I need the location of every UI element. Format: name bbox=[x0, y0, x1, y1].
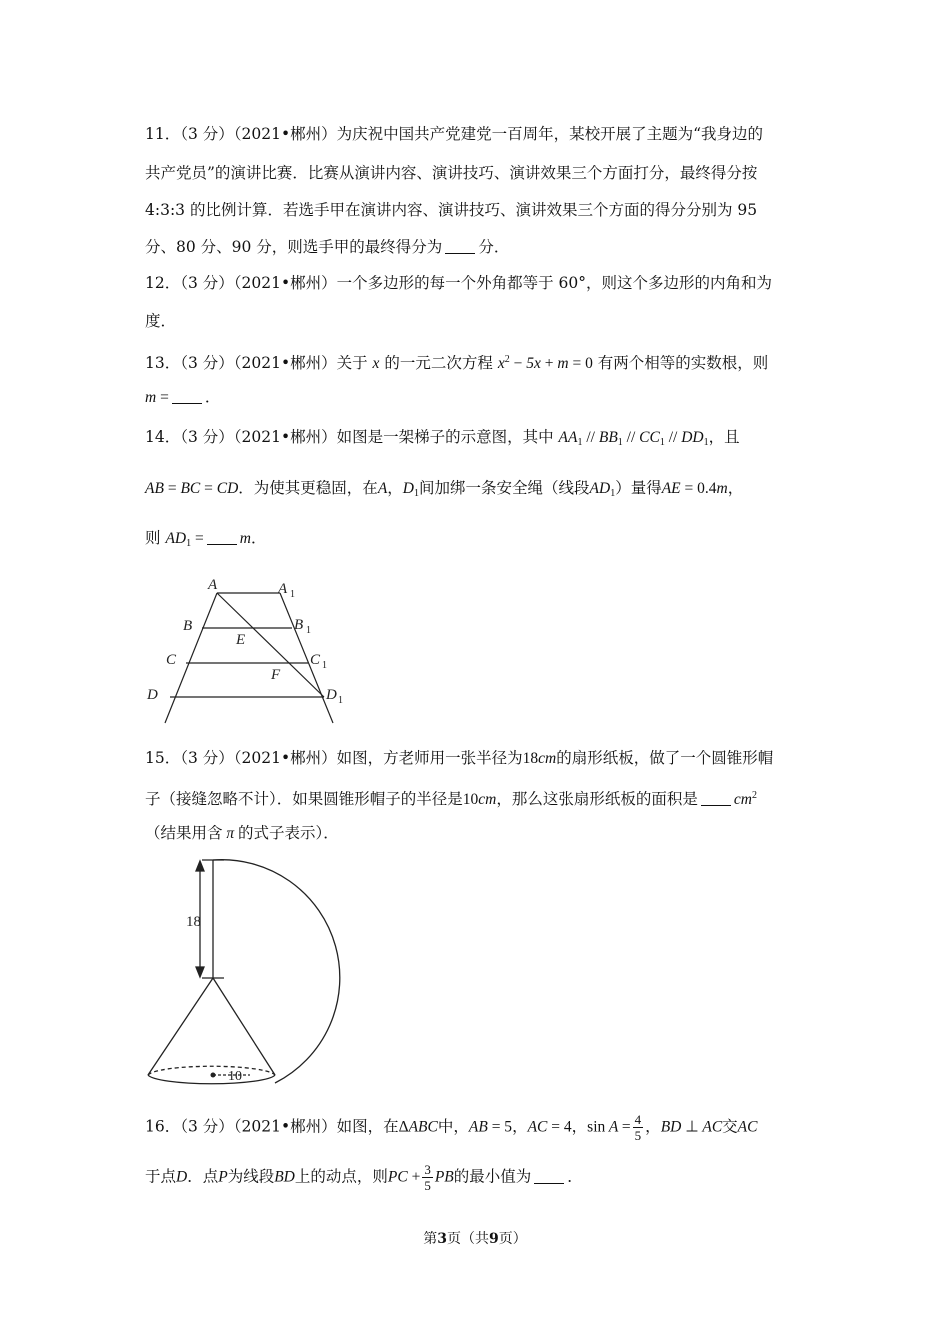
right-rail bbox=[280, 593, 333, 723]
label-18: 18 bbox=[186, 914, 201, 930]
footer-page-number: 3 bbox=[437, 1231, 447, 1247]
cone-left-edge bbox=[148, 978, 213, 1075]
label-a1: A bbox=[278, 581, 288, 597]
label-e: E bbox=[236, 632, 246, 648]
ab-value: AB = 5 bbox=[468, 1118, 513, 1136]
q15-text-c: 子（接缝忽略不计）．如果圆锥形帽子的半径是 bbox=[145, 790, 463, 808]
q14-text-b: ，且 bbox=[708, 428, 740, 446]
q11-line1: 11．（3 分）（2021•郴州）为庆祝中国共产党建党一百周年，某校开展了主题为“我身边的 bbox=[145, 125, 764, 143]
label-a1-sub: 1 bbox=[290, 589, 295, 600]
q16-line1 bbox=[145, 1112, 825, 1143]
q13-text-a: 13．（3 分）（2021•郴州）关于 bbox=[145, 354, 368, 372]
q14-text-a: 14．（3 分）（2021•郴州）如图是一架梯子的示意图，其中 bbox=[145, 428, 554, 446]
label-b1: B bbox=[294, 617, 304, 633]
expr-pc-pb: PC + bbox=[387, 1168, 421, 1186]
label-f: F bbox=[271, 667, 281, 683]
q12-line2: 度． bbox=[145, 312, 177, 330]
q16-text-f: 交 bbox=[722, 1117, 738, 1136]
label-10: 10 bbox=[228, 1069, 242, 1084]
q13-text-c: 有两个相等的实数根，则 bbox=[597, 354, 769, 372]
q15-line3 bbox=[145, 823, 825, 844]
q14-line3 bbox=[145, 528, 825, 554]
q16-text-k: 的最小值为 bbox=[453, 1167, 532, 1186]
point-d: D bbox=[176, 1168, 188, 1186]
pi-symbol: π bbox=[222, 825, 239, 842]
q16-text-i: 为线段 bbox=[227, 1167, 275, 1186]
q16-text-d: ， bbox=[571, 1117, 588, 1136]
ac-value: AC = 4 bbox=[527, 1118, 572, 1136]
bd-perp-ac: BD ⊥ AC bbox=[660, 1118, 723, 1136]
seg-ac: AC bbox=[737, 1118, 758, 1136]
q14-text-c: ．为使其更稳固，在 bbox=[238, 479, 378, 497]
equation: $x^2 - 5x + m = 0$ bbox=[497, 354, 593, 372]
q13-text-b: 的一元二次方程 bbox=[384, 354, 493, 372]
q15-line1 bbox=[145, 748, 825, 769]
q16-text-b: 中， bbox=[437, 1117, 469, 1136]
q15-text-f: 的式子表示）． bbox=[238, 824, 339, 842]
footer-prefix: 第 bbox=[423, 1231, 438, 1247]
q14-text-i: ． bbox=[250, 529, 267, 547]
q11-line2: 共产党员”的演讲比赛．比赛从演讲内容、演讲技巧、演讲效果三个方面打分，最终得分按 bbox=[145, 164, 758, 182]
q13-line2 bbox=[145, 387, 825, 408]
label-d1: D bbox=[326, 687, 337, 703]
q15-text-e: （结果用含 bbox=[145, 824, 223, 842]
answer-blank bbox=[172, 389, 202, 404]
q14-line2 bbox=[145, 478, 825, 504]
point-a: A bbox=[377, 480, 388, 497]
triangle-abc: ΔABC bbox=[398, 1118, 438, 1136]
footer-total-pages: 9 bbox=[489, 1231, 499, 1247]
q14-text-g: ， bbox=[727, 479, 744, 497]
q12-line1 bbox=[145, 273, 825, 293]
dim-arrow-up bbox=[196, 861, 204, 871]
q15-line2 bbox=[145, 786, 825, 810]
seg-bd: BD bbox=[274, 1168, 295, 1186]
radius-18: 18cm bbox=[522, 750, 557, 767]
q11-line3: 4:3:3 的比例计算．若选手甲在演讲内容、演讲技巧、演讲效果三个方面的得分分别为 95 bbox=[145, 201, 758, 219]
q14-text-d: ， bbox=[387, 479, 403, 497]
q16-text-l: ． bbox=[567, 1167, 583, 1186]
unit-cm2: $cm^2$ bbox=[733, 790, 757, 808]
q11-line4-text: 分、80 分、90 分，则选手甲的最终得分为 bbox=[145, 238, 443, 256]
q16-text-a: 16．（3 分）（2021•郴州）如图，在 bbox=[145, 1117, 399, 1136]
footer-suffix: 页） bbox=[498, 1231, 527, 1247]
q15-text-b: 的扇形纸板，做了一个圆锥形帽 bbox=[556, 749, 774, 767]
fraction-3-5: $\frac{3}{5}$ bbox=[424, 1162, 431, 1193]
m-equals: m = bbox=[145, 389, 169, 406]
dim-arrow-down bbox=[196, 967, 204, 977]
label-a: A bbox=[208, 577, 218, 593]
cone-sector-figure bbox=[140, 855, 350, 1095]
label-d1-sub: 1 bbox=[338, 695, 343, 706]
answer-blank bbox=[701, 791, 731, 806]
q16-text-j: 上的动点，则 bbox=[294, 1167, 388, 1186]
q14-text-f: ）量得 bbox=[615, 479, 662, 497]
radius-10: 10cm bbox=[462, 791, 497, 808]
q14-text-e: 间加绑一条安全绳（线段 bbox=[419, 479, 590, 497]
label-c1-sub: 1 bbox=[322, 660, 327, 671]
ladder-figure bbox=[140, 575, 360, 725]
label-c1: C bbox=[310, 652, 321, 668]
q13-line1 bbox=[145, 350, 825, 374]
footer-mid: 页（共 bbox=[447, 1231, 489, 1247]
q14-text-h: 则 bbox=[145, 529, 161, 547]
answer-blank bbox=[445, 239, 475, 254]
q14-line1 bbox=[145, 427, 825, 453]
q15-text-d: ，那么这张扇形纸板的面积是 bbox=[496, 790, 698, 808]
answer-blank bbox=[207, 530, 237, 545]
ad1-equals: $AD_1$ = bbox=[165, 530, 204, 549]
pb-term: PB bbox=[434, 1168, 454, 1186]
point-p: P bbox=[218, 1168, 228, 1186]
equal-segments: AB = BC = CD bbox=[145, 480, 239, 497]
label-c: C bbox=[166, 652, 177, 668]
label-d: D bbox=[147, 687, 158, 703]
fraction-4-5: $\frac{4}{5}$ bbox=[634, 1112, 642, 1143]
q15-text-a: 15．（3 分）（2021•郴州）如图，方老师用一张半径为 bbox=[145, 749, 523, 767]
q11-line4-end: 分． bbox=[478, 238, 510, 256]
sector-arc bbox=[213, 860, 340, 1083]
point-d1: $D_1$ bbox=[402, 480, 419, 499]
q13-line2-end: ． bbox=[204, 388, 221, 406]
q11-line4 bbox=[145, 237, 825, 257]
q16-text-h: ．点 bbox=[187, 1167, 219, 1186]
label-b1-sub: 1 bbox=[306, 625, 311, 636]
seg-ad1: $AD_1$ bbox=[589, 480, 616, 499]
base-center-dot bbox=[211, 1073, 216, 1078]
unit-m: m bbox=[239, 530, 251, 547]
label-b: B bbox=[183, 618, 193, 634]
q16-text-e: ， bbox=[645, 1117, 661, 1136]
q12-line1-text: 12．（3 分）（2021•郴州）一个多边形的每一个外角都等于 60°，则这个多边形的内角和为 bbox=[145, 274, 773, 292]
parallel-expr: $AA_1 // BB_1 // CC_1 // DD_1$ bbox=[558, 429, 709, 448]
page-footer bbox=[0, 1228, 950, 1248]
answer-blank bbox=[534, 1169, 564, 1184]
q16-text-c: ， bbox=[512, 1117, 528, 1136]
sin-a: sin A = bbox=[587, 1118, 631, 1136]
cone-right-edge bbox=[213, 978, 275, 1075]
ae-value: AE = 0.4m bbox=[661, 480, 728, 497]
q16-line2 bbox=[145, 1162, 825, 1193]
q16-text-g: 于点 bbox=[145, 1167, 177, 1186]
var-x: x bbox=[372, 355, 380, 372]
